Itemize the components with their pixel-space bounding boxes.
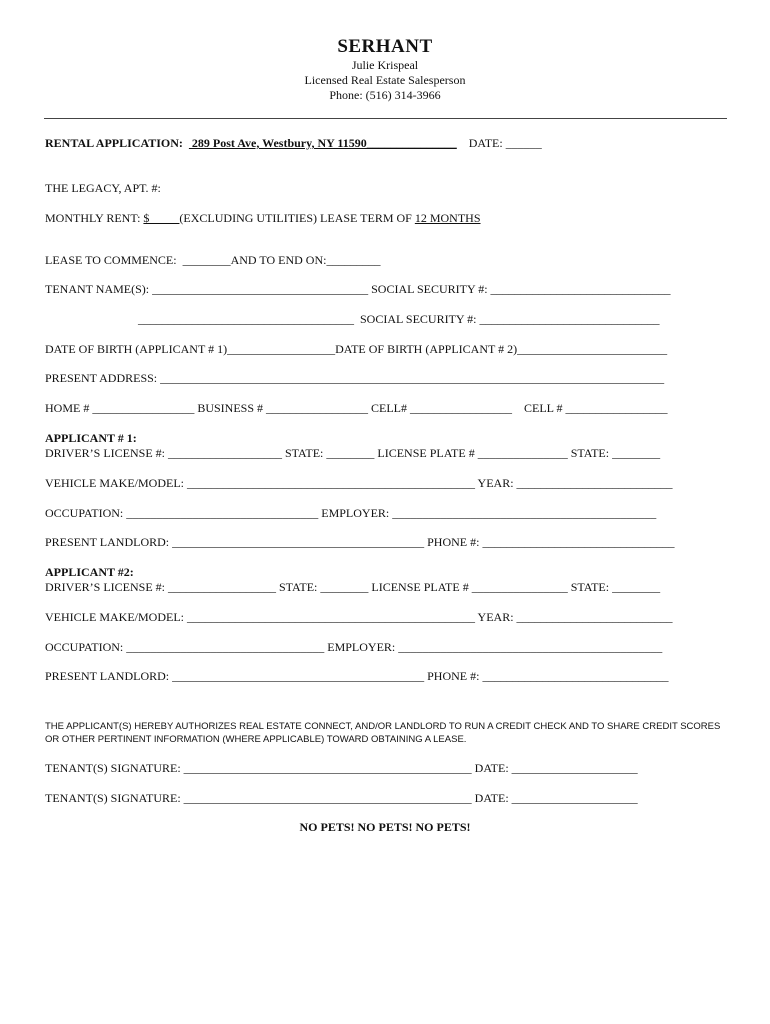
applicant-2-license-line[interactable]: DRIVER’S LICENSE #: __________________ STATE: ________ LICENSE PLATE # ________________ STATE: ________ (45, 580, 661, 594)
monthly-rent-line (45, 211, 481, 226)
tenant-names-line[interactable]: TENANT NAME(S): ____________________________________ SOCIAL SECURITY #: ______________________________ (45, 282, 671, 296)
tenant-signature-line-1[interactable]: TENANT(S) SIGNATURE: ________________________________________________ DATE: _____________________ (45, 761, 638, 775)
agent-name: Julie Krispeal (351, 58, 419, 72)
letterhead (0, 36, 770, 103)
monthly-rent-field[interactable]: $_____ (143, 211, 180, 225)
applicant-2-occupation-line[interactable]: OCCUPATION: _________________________________ EMPLOYER: ____________________________________________ (45, 640, 663, 654)
applicant-2-landlord-line[interactable]: PRESENT LANDLORD: __________________________________________ PHONE #: _______________________________ (45, 669, 669, 683)
legacy-apt-line[interactable]: THE LEGACY, APT. #: (45, 181, 161, 195)
applicant-2-heading: APPLICANT #2: (45, 565, 134, 579)
applicant-1-license-line[interactable]: DRIVER’S LICENSE #: ___________________ STATE: ________ LICENSE PLATE # _______________ STATE: ________ (45, 446, 661, 460)
phone-numbers-line[interactable]: HOME # _________________ BUSINESS # _________________ CELL# _________________ CELL # _________________ (45, 401, 668, 415)
header-divider (44, 118, 727, 119)
lease-term-label: (EXCLUDING UTILITIES) LEASE TERM OF (179, 211, 415, 225)
no-pets-notice: NO PETS! NO PETS! NO PETS! (299, 820, 471, 834)
present-address-line[interactable]: PRESENT ADDRESS: ____________________________________________________________________________________ (45, 371, 665, 385)
monthly-rent-label: MONTHLY RENT: (45, 211, 144, 225)
rental-application-line (45, 136, 542, 151)
applicant-2-vehicle-line[interactable]: VEHICLE MAKE/MODEL: ________________________________________________ YEAR: __________________________ (45, 610, 673, 624)
agent-phone: Phone: (516) 314-3966 (329, 88, 441, 102)
applicant-1-occupation-line[interactable]: OCCUPATION: ________________________________ EMPLOYER: ____________________________________________ (45, 506, 657, 520)
tenant-signature-line-2[interactable]: TENANT(S) SIGNATURE: ________________________________________________ DATE: _____________________ (45, 791, 638, 805)
credit-authorization-notice: THE APPLICANT(S) HEREBY AUTHORIZES REAL ESTATE CONNECT, AND/OR LANDLORD TO RUN A CREDIT CHECK AND TO SHARE CREDIT SCORES OR OTHER PERTINENT INFORMATION (WHERE APPLICABLE) TOWARD OBTAINING A LEASE. (45, 721, 721, 745)
applicant-1-landlord-line[interactable]: PRESENT LANDLORD: __________________________________________ PHONE #: ________________________________ (45, 535, 675, 549)
lease-term-value: 12 MONTHS (414, 211, 481, 225)
lease-commence-line[interactable]: LEASE TO COMMENCE: ________AND TO END ON:_________ (45, 253, 381, 267)
applicant-1-heading: APPLICANT # 1: (45, 431, 137, 445)
date-field[interactable]: DATE: ______ (468, 136, 542, 150)
date-of-birth-line[interactable]: DATE OF BIRTH (APPLICANT # 1)__________________DATE OF BIRTH (APPLICANT # 2)_________________________ (45, 342, 668, 356)
rental-application-label: RENTAL APPLICATION: (45, 136, 183, 150)
tenant-names-line-2[interactable]: ____________________________________ SOCIAL SECURITY #: ______________________________ (45, 312, 660, 326)
rental-address[interactable]: 289 Post Ave, Westbury, NY 11590_______________ (188, 136, 457, 150)
brand-name: SERHANT (337, 36, 433, 57)
applicant-1-vehicle-line[interactable]: VEHICLE MAKE/MODEL: ________________________________________________ YEAR: __________________________ (45, 476, 673, 490)
agent-title: Licensed Real Estate Salesperson (304, 73, 466, 87)
